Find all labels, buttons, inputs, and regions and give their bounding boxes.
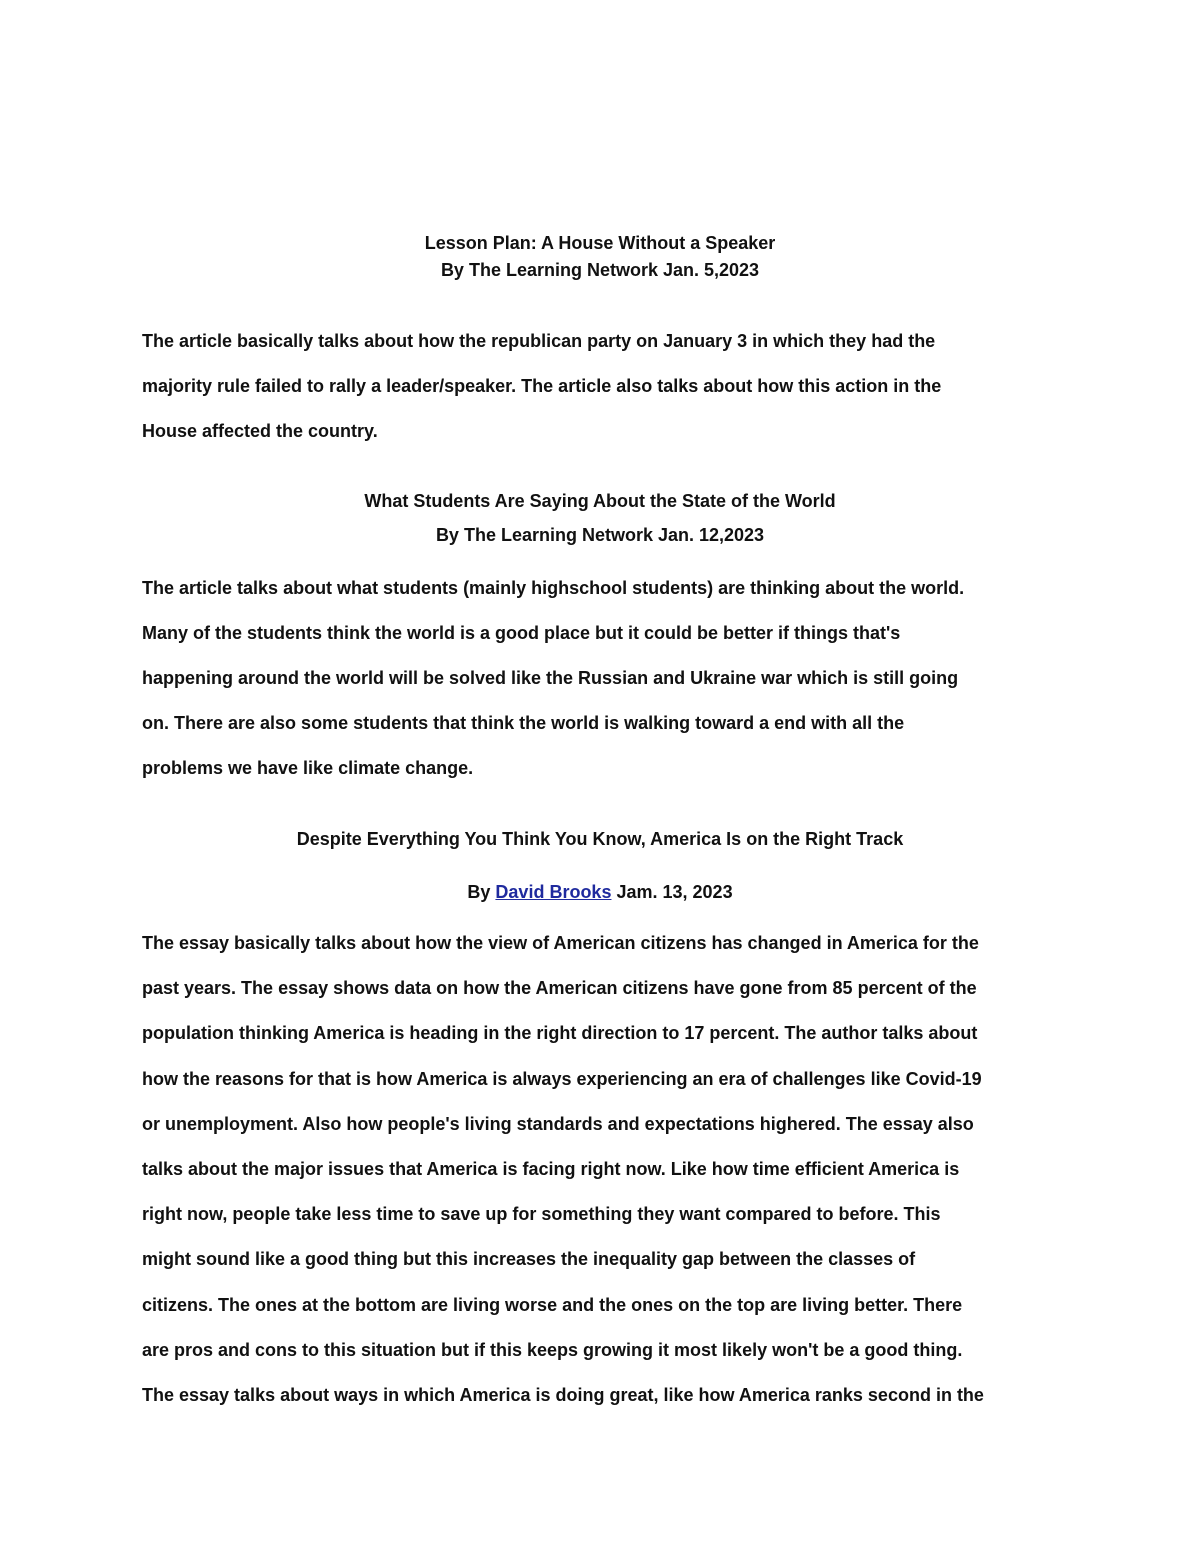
section3-line-10: are pros and cons to this situation but if this keeps growing it most likely won't be a good thing. bbox=[142, 1340, 963, 1360]
section3-line-7: right now, people take less time to save up for something they want compared to before. This bbox=[142, 1204, 941, 1224]
section3-line-2: past years. The essay shows data on how the American citizens have gone from 85 percent of the bbox=[142, 978, 977, 998]
section3-line-1: The essay basically talks about how the view of American citizens has changed in America for the bbox=[142, 933, 979, 953]
section3-byline bbox=[0, 881, 1200, 903]
byline-prefix: By bbox=[467, 882, 491, 902]
section3-line-3: population thinking America is heading in the right direction to 17 percent. The author talks about bbox=[142, 1023, 978, 1043]
author-link[interactable]: David Brooks bbox=[495, 882, 612, 902]
section3-line-4: how the reasons for that is how America is always experiencing an era of challenges like Covid-19 bbox=[142, 1069, 982, 1089]
section3-line-9: citizens. The ones at the bottom are living worse and the ones on the top are living better. There bbox=[142, 1295, 963, 1315]
section3-title: Despite Everything You Think You Know, America Is on the Right Track bbox=[296, 829, 904, 849]
section2-title: What Students Are Saying About the State of the World bbox=[364, 491, 836, 511]
section2-line-1: The article talks about what students (mainly highschool students) are thinking about the world. bbox=[142, 578, 965, 598]
section1-line-2: majority rule failed to rally a leader/speaker. The article also talks about how this action in the bbox=[142, 376, 942, 396]
section1-line-1: The article basically talks about how the republican party on January 3 in which they had the bbox=[142, 331, 936, 351]
section2-line-5: problems we have like climate change. bbox=[142, 758, 474, 778]
section3-line-8: might sound like a good thing but this increases the inequality gap between the classes of bbox=[142, 1249, 916, 1269]
section3-line-5: or unemployment. Also how people's living standards and expectations highered. The essay also bbox=[142, 1114, 974, 1134]
byline-date: Jam. 13, 2023 bbox=[616, 882, 733, 902]
section2-line-3: happening around the world will be solved like the Russian and Ukraine war which is still going bbox=[142, 668, 959, 688]
section3-line-11: The essay talks about ways in which America is doing great, like how America ranks second in the bbox=[142, 1385, 984, 1405]
section1-byline: By The Learning Network Jan. 5,2023 bbox=[440, 260, 760, 280]
section1-line-3: House affected the country. bbox=[142, 421, 378, 441]
section3-line-6: talks about the major issues that America is facing right now. Like how time efficient America is bbox=[142, 1159, 960, 1179]
section2-byline: By The Learning Network Jan. 12,2023 bbox=[435, 525, 765, 545]
section2-line-4: on. There are also some students that think the world is walking toward a end with all the bbox=[142, 713, 905, 733]
section1-title: Lesson Plan: A House Without a Speaker bbox=[424, 233, 776, 253]
section2-line-2: Many of the students think the world is a good place but it could be better if things that's bbox=[142, 623, 901, 643]
